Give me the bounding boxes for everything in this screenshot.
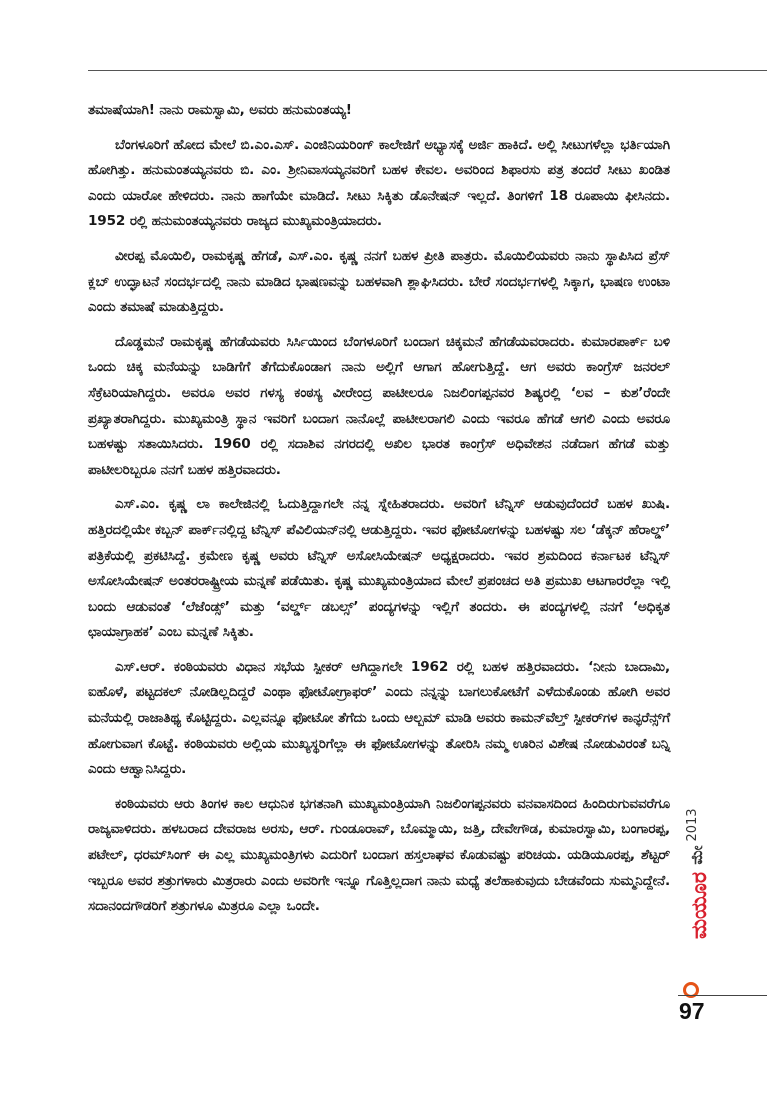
article-paragraph: ದೊಡ್ಡಮನೆ ರಾಮಕೃಷ್ಣ ಹೆಗಡೆಯವರು ಸಿರ್ಸಿಯಿಂದ ಬೆಂಗಳೂರಿಗೆ ಬಂದಾಗ ಚಿಕ್ಕಮನೆ ಹೆಗಡೆಯವರಾದರು. ಕುಮಾರಪಾರ್ಕ್ ಬಳಿ ಒಂದು ಚಿಕ್ಕ ಮನೆಯನ್ನು ಬಾಡಿಗೆಗೆ ತೆಗೆದುಕೊಂಡಾಗ ನಾನು ಅಲ್ಲಿಗೆ ಆಗಾಗ ಹೋಗುತ್ತಿದ್ದೆ. ಆಗ ಅವರು ಕಾಂಗ್ರೆಸ್ ಜನರಲ್ ಸೆಕ್ರೆಟರಿಯಾಗಿದ್ದರು. ಅವರೂ ಅವರ ಗಳಸ್ಯ ಕಂಠಸ್ಯ ವೀರೇಂದ್ರ ಪಾಟೀಲರೂ ನಿಜಲಿಂಗಪ್ಪನವರ ಶಿಷ್ಯರಲ್ಲಿ ‘ಲವ – ಕುಶ’ರೆಂದೇ ಪ್ರಖ್ಯಾತರಾಗಿದ್ದರು. ಮುಖ್ಯಮಂತ್ರಿ ಸ್ಥಾನ ಇವರಿಗೆ ಬಂದಾಗ ನಾನೊಲ್ಲೆ ಪಾಟೀಲರಾಗಲಿ ಎಂದು ಇವರೂ ಹೆಗಡೆ ಆಗಲಿ ಎಂದು ಅವರೂ ಬಹಳಷ್ಟು ಸತಾಯಿಸಿದರು. 1960 ರಲ್ಲಿ ಸದಾಶಿವ ನಗರದಲ್ಲಿ ಅಖಿಲ ಭಾರತ ಕಾಂಗ್ರೆಸ್ ಅಧಿವೇಶನ ನಡೆದಾಗ ಹೆಗಡೆ ಮತ್ತು ಪಾಟೀಲರಿಬ್ಬರೂ ನನಗೆ ಬಹಳ ಹತ್ತಿರವಾದರು. <box>88 333 670 478</box>
issue-month: ಮೇ <box>688 845 706 865</box>
article-paragraph: ಎಸ್.ಎಂ. ಕೃಷ್ಣ ಲಾ ಕಾಲೇಜಿನಲ್ಲಿ ಓದುತ್ತಿದ್ದಾಗಲೇ ನನ್ನ ಸ್ನೇಹಿತರಾದರು. ಅವರಿಗೆ ಟೆನ್ನಿಸ್ ಆಡುವುದೆಂದರೆ ಬಹಳ ಖುಷಿ. ಹತ್ತಿರದಲ್ಲಿಯೇ ಕಬ್ಬನ್ ಪಾರ್ಕ್‌ನಲ್ಲಿದ್ದ ಟೆನ್ನಿಸ್ ಪೆವಿಲಿಯನ್‌ನಲ್ಲಿ ಆಡುತ್ತಿದ್ದರು. ಇವರ ಫೋಟೋಗಳನ್ನು ಬಹಳಷ್ಟು ಸಲ ‘ಡೆಕ್ಕನ್ ಹೆರಾಲ್ಡ್’ ಪತ್ರಿಕೆಯಲ್ಲಿ ಪ್ರಕಟಿಸಿದ್ದೆ. ಕ್ರಮೇಣ ಕೃಷ್ಣ ಅವರು ಟೆನ್ನಿಸ್ ಅಸೋಸಿಯೇಷನ್ ಅಧ್ಯಕ್ಷರಾದರು. ಇವರ ಶ್ರಮದಿಂದ ಕರ್ನಾಟಕ ಟೆನ್ನಿಸ್ ಅಸೋಸಿಯೇಷನ್ ಅಂತರರಾಷ್ಟ್ರೀಯ ಮನ್ನಣೆ ಪಡೆಯಿತು. ಕೃಷ್ಣ ಮುಖ್ಯಮಂತ್ರಿಯಾದ ಮೇಲೆ ಪ್ರಪಂಚದ ಅತಿ ಪ್ರಮುಖ ಆಟಗಾರರೆಲ್ಲಾ ಇಲ್ಲಿ ಬಂದು ಆಡುವಂತೆ ‘ಲೆಜೆಂಡ್ಸ್’ ಮತ್ತು ‘ವರ್ಲ್ಡ್ ಡಬಲ್ಸ್’ ಪಂದ್ಯಗಳನ್ನು ಇಲ್ಲಿಗೆ ತಂದರು. ಈ ಪಂದ್ಯಗಳಲ್ಲಿ ನನಗೆ ‘ಅಧಿಕೃತ ಛಾಯಾಗ್ರಾಹಕ’ ಎಂಬ ಮನ್ನಣೆ ಸಿಕ್ಕಿತು. <box>88 496 670 641</box>
magazine-masthead: ಮಯೂರ <box>687 872 711 939</box>
header-rule <box>88 70 767 71</box>
article-body <box>88 98 670 929</box>
issue-year: 2013 <box>685 808 700 842</box>
article-paragraph: ಎಸ್.ಆರ್. ಕಂಠಿಯವರು ವಿಧಾನ ಸಭೆಯ ಸ್ಪೀಕರ್ ಆಗಿದ್ದಾಗಲೇ 1962 ರಲ್ಲಿ ಬಹಳ ಹತ್ತಿರವಾದರು. ‘ನೀನು ಬಾದಾಮಿ, ಐಹೊಳೆ, ಪಟ್ಟದಕಲ್ ನೋಡಿಲ್ಲದಿದ್ದರೆ ಎಂಥಾ ಫೋಟೋಗ್ರಾಫರ್’ ಎಂದು ನನ್ನನ್ನು ಬಾಗಲುಕೋಟೆಗೆ ಎಳೆದುಕೊಂಡು ಹೋಗಿ ಅವರ ಮನೆಯಲ್ಲಿ ರಾಜಾತಿಥ್ಯ ಕೊಟ್ಟಿದ್ದರು. ಎಲ್ಲವನ್ನೂ ಫೋಟೋ ತೆಗೆದು ಒಂದು ಆಲ್ಬಮ್ ಮಾಡಿ ಅವರು ಕಾಮನ್‌ವೆಲ್ತ್ ಸ್ಪೀಕರ್‌ಗಳ ಕಾನ್ಫರೆನ್ಸ್‌ಗೆ ಹೋಗುವಾಗ ಕೊಟ್ಟೆ. ಕಂಠಿಯವರು ಅಲ್ಲಿಯ ಮುಖ್ಯಸ್ಥರಿಗೆಲ್ಲಾ ಈ ಫೋಟೋಗಳನ್ನು ತೋರಿಸಿ ನಮ್ಮ ಊರಿನ ವಿಶೇಷ ನೋಡುವಿರಂತೆ ಬನ್ನಿ ಎಂದು ಆಹ್ವಾನಿಸಿದ್ದರು. <box>88 658 670 778</box>
article-paragraph: ಬೆಂಗಳೂರಿಗೆ ಹೋದ ಮೇಲೆ ಬಿ.ಎಂ.ಎಸ್. ಎಂಜಿನಿಯರಿಂಗ್ ಕಾಲೇಜಿಗೆ ಅಭ್ಯಾಸಕ್ಕೆ ಅರ್ಜಿ ಹಾಕಿದೆ. ಅಲ್ಲಿ ಸೀಟುಗಳೆಲ್ಲಾ ಭರ್ತಿಯಾಗಿ ಹೋಗಿತ್ತು. ಹನುಮಂತಯ್ಯನವರು ಬಿ. ಎಂ. ಶ್ರೀನಿವಾಸಯ್ಯನವರಿಗೆ ಬಹಳ ಕೇವಲ. ಅವರಿಂದ ಶಿಫಾರಸು ಪತ್ರ ತಂದರೆ ಸೀಟು ಖಂಡಿತ ಎಂದು ಯಾರೋ ಹೇಳಿದರು. ನಾನು ಹಾಗೆಯೇ ಮಾಡಿದೆ. ಸೀಟು ಸಿಕ್ಕಿತು ಡೊನೇಷನ್ ಇಲ್ಲದೆ. ತಿಂಗಳಿಗೆ 18 ರೂಪಾಯಿ ಫೀಸಿನದು. 1952 ರಲ್ಲಿ ಹನುಮಂತಯ್ಯನವರು ರಾಜ್ಯದ ಮುಖ್ಯಮಂತ್ರಿಯಾದರು. <box>88 136 670 230</box>
article-paragraph: ಕಂಠಿಯವರು ಆರು ತಿಂಗಳ ಕಾಲ ಆಧುನಿಕ ಭಗತನಾಗಿ ಮುಖ್ಯಮಂತ್ರಿಯಾಗಿ ನಿಜಲಿಂಗಪ್ಪನವರು ವನವಾಸದಿಂದ ಹಿಂದಿರುಗುವವರೆಗೂ ರಾಜ್ಯವಾಳಿದರು. ಹಳಬರಾದ ದೇವರಾಜ ಅರಸು, ಆರ್. ಗುಂಡೂರಾವ್, ಬೊಮ್ಮಾಯಿ, ಜತ್ತಿ, ದೇವೇಗೌಡ, ಕುಮಾರಸ್ವಾಮಿ, ಬಂಗಾರಪ್ಪ, ಪಟೇಲ್, ಧರಮ್‌ಸಿಂಗ್ ಈ ಎಲ್ಲ ಮುಖ್ಯಮಂತ್ರಿಗಳು ಎದುರಿಗೆ ಬಂದಾಗ ಹಸ್ತಲಾಘವ ಕೊಡುವಷ್ಟು ಪರಿಚಯ. ಯಡಿಯೂರಪ್ಪ, ಶೆಟ್ಟರ್ ಇಬ್ಬರೂ ಅವರ ಶತ್ರುಗಳಾರು ಮಿತ್ರರಾರು ಎಂದು ಅವರಿಗೇ ಇನ್ನೂ ಗೊತ್ತಿಲ್ಲದಾಗ ನಾನು ಮಧ್ಯೆ ತಲೆಹಾಕುವುದು ಬೇಡವೆಂದು ಸುಮ್ಮನಿದ್ದೇನೆ. ಸದಾನಂದಗೌಡರಿಗೆ ಶತ್ರುಗಳೂ ಮಿತ್ರರೂ ಎಲ್ಲಾ ಒಂದೇ. <box>88 795 670 915</box>
footer-rule <box>678 995 767 996</box>
page-number: 97 <box>679 998 705 1024</box>
article-paragraph: ತಮಾಷೆಯಾಗಿ! ನಾನು ರಾಮಸ್ವಾಮಿ, ಅವರು ಹನುಮಂತಯ್ಯ! <box>88 102 352 118</box>
article-paragraph: ವೀರಪ್ಪ ಮೊಯಿಲಿ, ರಾಮಕೃಷ್ಣ ಹೆಗಡೆ, ಎಸ್.ಎಂ. ಕೃಷ್ಣ ನನಗೆ ಬಹಳ ಪ್ರೀತಿ ಪಾತ್ರರು. ಮೊಯಿಲಿಯವರು ನಾನು ಸ್ಥಾಪಿಸಿದ ಪ್ರೆಸ್ ಕ್ಲಬ್ ಉದ್ಘಾಟನೆ ಸಂದರ್ಭದಲ್ಲಿ ನಾನು ಮಾಡಿದ ಭಾಷಣವನ್ನು ಬಹಳವಾಗಿ ಶ್ಲಾಘಿಸಿದರು. ಬೇರೆ ಸಂದರ್ಭಗಳಲ್ಲಿ ಸಿಕ್ಕಾಗ, ಭಾಷಣ ಉಂಟಾ ಎಂದು ತಮಾಷೆ ಮಾಡುತ್ತಿದ್ದರು. <box>88 247 670 316</box>
